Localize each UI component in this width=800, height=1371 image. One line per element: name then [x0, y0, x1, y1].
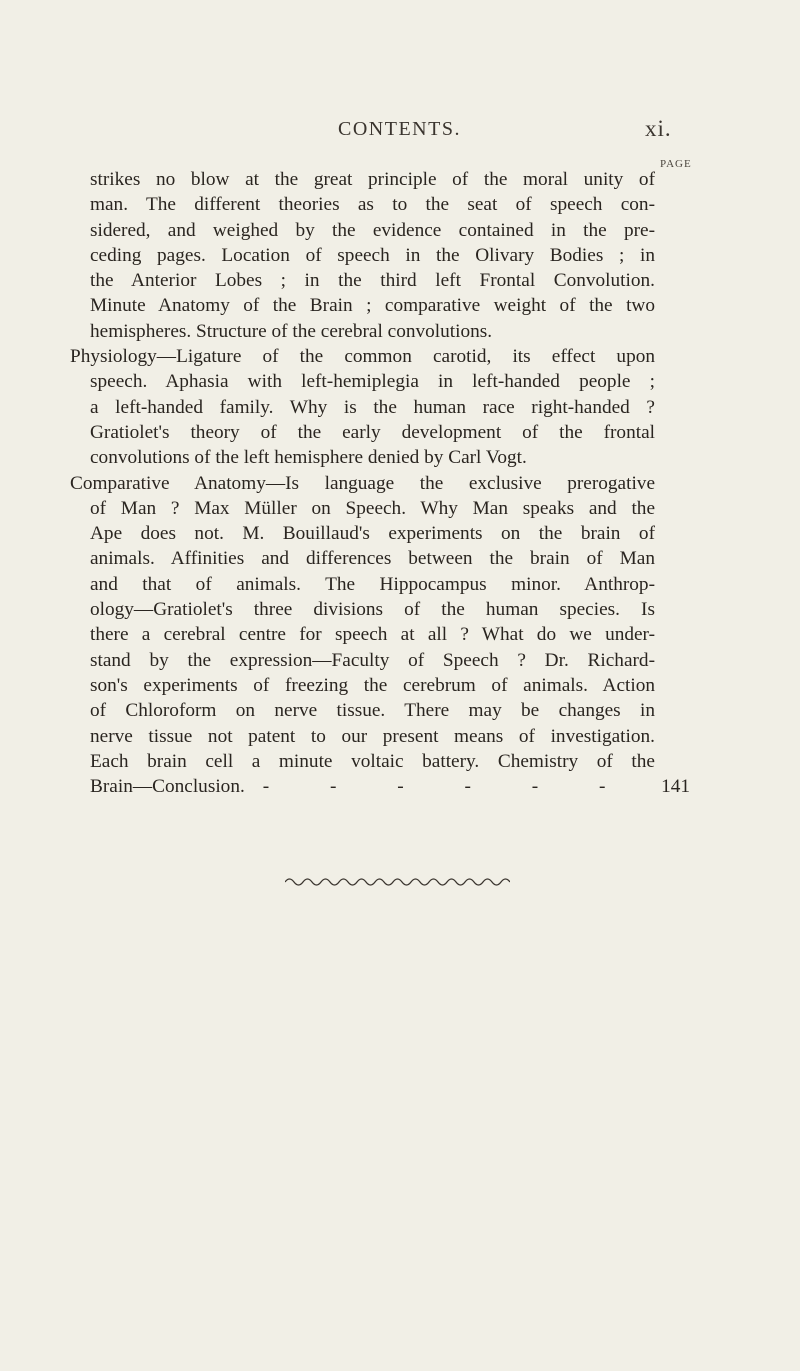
page-column-label: PAGE [660, 158, 692, 170]
entry-line: speech. Aphasia with left-hemiplegia in left-handed people ; [90, 371, 655, 393]
entry-line: a left-handed family. Why is the human race right-handed ? [90, 396, 655, 418]
entry-line: ceding pages. Location of speech in the Olivary Bodies ; in [90, 244, 655, 266]
entry-line: hemispheres. Structure of the cerebral convolutions. [90, 320, 493, 342]
entry-line: son's experiments of freezing the cerebrum of animals. Action [90, 674, 655, 696]
running-title: CONTENTS. [338, 118, 461, 140]
entry-line: there a cerebral centre for speech at all ? What do we under- [90, 624, 655, 646]
entry-line: man. The different theories as to the seat of speech con- [90, 194, 655, 216]
entry-line: the Anterior Lobes ; in the third left Frontal Convolution. [90, 270, 655, 292]
entry-line: of Man ? Max Müller on Speech. Why Man speaks and the [90, 497, 655, 519]
page-folio: xi. [645, 116, 672, 141]
entry-line: Physiology—Ligature of the common carotid, its effect upon [70, 346, 655, 368]
entry-line: strikes no blow at the great principle of the moral unity of [90, 169, 655, 190]
entry-line: of Chloroform on nerve tissue. There may be changes in [90, 700, 655, 722]
wavy-rule-ornament-icon [285, 876, 510, 888]
entry-line: stand by the expression—Faculty of Speech ? Dr. Richard- [90, 649, 655, 671]
entry-line: Each brain cell a minute voltaic battery. Chemistry of the [90, 750, 655, 772]
entry-line: Minute Anatomy of the Brain ; comparative weight of the two [90, 295, 655, 317]
entry-line: Comparative Anatomy—Is language the exclusive prerogative [70, 472, 655, 494]
dot-leaders: - - - - - - [262, 776, 634, 798]
entry-line: ology—Gratiolet's three divisions of the human species. Is [90, 599, 655, 621]
entry-line: Gratiolet's theory of the early development of the frontal [90, 421, 655, 443]
running-head [0, 118, 800, 148]
entry-line: animals. Affinities and differences between the brain of Man [90, 548, 655, 570]
entry-line: sidered, and weighed by the evidence contained in the pre- [90, 219, 655, 241]
entry-line: Ape does not. M. Bouillaud's experiments on the brain of [90, 523, 655, 545]
contents-entry [70, 167, 690, 799]
entry-line: and that of animals. The Hippocampus minor. Anthrop- [90, 573, 655, 595]
entry-line: nerve tissue not patent to our present means of investigation. [90, 725, 655, 747]
entry-line: convolutions of the left hemisphere denied by Carl Vogt. [90, 447, 527, 469]
entry-last-line [90, 774, 690, 799]
entry-last-line-text: Brain—Conclusion. [90, 776, 245, 798]
entry-page-number: 141 [661, 776, 690, 798]
